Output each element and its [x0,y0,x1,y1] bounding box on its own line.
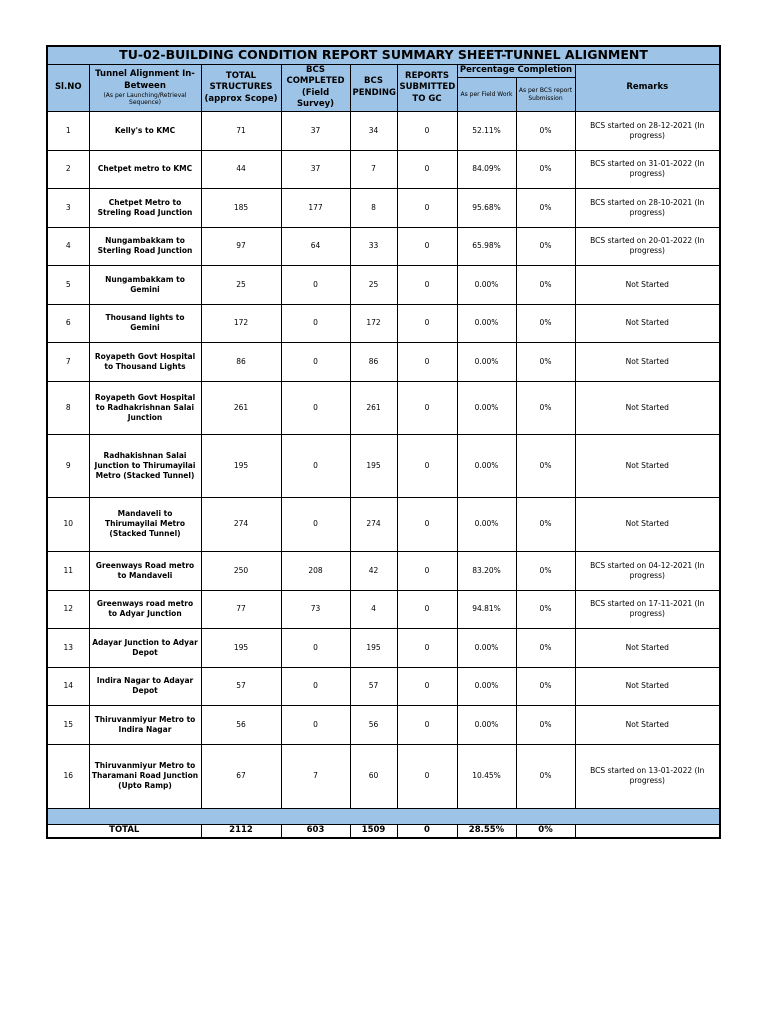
cell-remarks: Not Started [575,304,720,342]
total-row [47,824,720,838]
cell-field-pct: 0.00% [457,705,516,744]
cell-field-pct: 0.00% [457,434,516,497]
cell-total: 57 [201,667,281,705]
cell-pending: 4 [350,590,397,628]
cell-remarks: Not Started [575,667,720,705]
cell-total: 71 [201,111,281,150]
cell-completed: 0 [281,628,350,667]
cell-completed: 0 [281,265,350,304]
header-as-per-bcs-report: As per BCS report Submission [516,78,575,111]
cell-alignment: Thiruvanmiyur Metro to Tharamani Road Junction (Upto Ramp) [89,744,201,808]
table-row [47,227,720,265]
cell-total: 172 [201,304,281,342]
cell-alignment: Royapeth Govt Hospital to Thousand Lights [89,342,201,381]
cell-sl-no: 2 [47,150,89,188]
cell-reports: 0 [397,265,457,304]
header-bcs-pending: BCS PENDING [350,65,397,112]
cell-sl-no: 13 [47,628,89,667]
cell-sl-no: 7 [47,342,89,381]
cell-report-pct: 0% [516,304,575,342]
cell-sl-no: 10 [47,497,89,551]
header-sl-no: Sl.NO [47,65,89,112]
cell-completed: 0 [281,304,350,342]
header-bcs-completed: BCS COMPLETED (Field Survey) [281,65,350,112]
spacer-row [47,808,720,824]
cell-pending: 57 [350,667,397,705]
cell-field-pct: 0.00% [457,265,516,304]
cell-total: 195 [201,628,281,667]
cell-pending: 195 [350,434,397,497]
cell-alignment: Radhakishnan Salai Junction to Thirumayilai Metro (Stacked Tunnel) [89,434,201,497]
cell-reports: 0 [397,744,457,808]
cell-completed: 37 [281,111,350,150]
report-title: TU-02-BUILDING CONDITION REPORT SUMMARY SHEET-TUNNEL ALIGNMENT [47,46,720,65]
cell-field-pct: 0.00% [457,667,516,705]
cell-completed: 0 [281,381,350,434]
cell-report-pct: 0% [516,111,575,150]
cell-alignment: Thiruvanmiyur Metro to Indira Nagar [89,705,201,744]
cell-alignment: Chetpet metro to KMC [89,150,201,188]
header-alignment-sub: (As per Launching/Retrieval Sequence) [103,92,187,107]
cell-pending: 34 [350,111,397,150]
cell-remarks: Not Started [575,381,720,434]
cell-report-pct: 0% [516,628,575,667]
table-row [47,744,720,808]
cell-total: 185 [201,188,281,227]
cell-sl-no: 15 [47,705,89,744]
cell-completed: 0 [281,342,350,381]
cell-total: 67 [201,744,281,808]
cell-sl-no: 5 [47,265,89,304]
cell-report-pct: 0% [516,497,575,551]
table-row [47,111,720,150]
cell-total: 195 [201,434,281,497]
cell-reports: 0 [397,705,457,744]
table-row [47,304,720,342]
total-reports: 0 [397,824,457,838]
cell-pending: 56 [350,705,397,744]
header-percentage-completion: Percentage Completion [457,65,575,78]
table-row [47,265,720,304]
table-row [47,434,720,497]
cell-alignment: Royapeth Govt Hospital to Radhakrishnan Salai Junction [89,381,201,434]
total-structures: 2112 [201,824,281,838]
cell-sl-no: 4 [47,227,89,265]
cell-pending: 42 [350,551,397,590]
cell-total: 261 [201,381,281,434]
cell-remarks: BCS started on 20-01-2022 (In progress) [575,227,720,265]
cell-field-pct: 0.00% [457,304,516,342]
cell-pending: 195 [350,628,397,667]
cell-alignment: Mandaveli to Thirumayilai Metro (Stacked Tunnel) [89,497,201,551]
cell-report-pct: 0% [516,381,575,434]
cell-completed: 177 [281,188,350,227]
cell-report-pct: 0% [516,590,575,628]
cell-remarks: Not Started [575,705,720,744]
header-reports-submitted: REPORTS SUBMITTED TO GC [397,65,457,112]
cell-pending: 261 [350,381,397,434]
cell-field-pct: 94.81% [457,590,516,628]
cell-remarks: BCS started on 13-01-2022 (In progress) [575,744,720,808]
cell-pending: 60 [350,744,397,808]
cell-pending: 274 [350,497,397,551]
cell-completed: 0 [281,434,350,497]
cell-sl-no: 6 [47,304,89,342]
total-report-pct: 0% [516,824,575,838]
cell-reports: 0 [397,227,457,265]
cell-pending: 86 [350,342,397,381]
cell-completed: 64 [281,227,350,265]
cell-report-pct: 0% [516,551,575,590]
cell-total: 25 [201,265,281,304]
table-row [47,381,720,434]
spacer-cell [47,808,720,824]
cell-field-pct: 0.00% [457,381,516,434]
cell-alignment: Nungambakkam to Sterling Road Junction [89,227,201,265]
cell-total: 77 [201,590,281,628]
total-completed: 603 [281,824,350,838]
cell-sl-no: 14 [47,667,89,705]
cell-reports: 0 [397,111,457,150]
table-row [47,497,720,551]
header-total-structures: TOTAL STRUCTURES (approx Scope) [201,65,281,112]
cell-completed: 0 [281,667,350,705]
cell-remarks: BCS started on 04-12-2021 (In progress) [575,551,720,590]
table-row [47,551,720,590]
cell-report-pct: 0% [516,667,575,705]
cell-total: 274 [201,497,281,551]
cell-report-pct: 0% [516,150,575,188]
cell-pending: 7 [350,150,397,188]
table-row [47,342,720,381]
cell-reports: 0 [397,342,457,381]
cell-field-pct: 10.45% [457,744,516,808]
cell-alignment: Nungambakkam to Gemini [89,265,201,304]
cell-remarks: BCS started on 31-01-2022 (In progress) [575,150,720,188]
cell-pending: 33 [350,227,397,265]
cell-reports: 0 [397,628,457,667]
cell-report-pct: 0% [516,188,575,227]
cell-sl-no: 12 [47,590,89,628]
cell-alignment: Chetpet Metro to Streling Road Junction [89,188,201,227]
cell-total: 56 [201,705,281,744]
cell-reports: 0 [397,497,457,551]
cell-sl-no: 11 [47,551,89,590]
header-alignment [89,65,201,112]
cell-field-pct: 65.98% [457,227,516,265]
header-as-per-field-work: As per Field Work [457,78,516,111]
cell-completed: 37 [281,150,350,188]
cell-field-pct: 52.11% [457,111,516,150]
cell-completed: 7 [281,744,350,808]
cell-field-pct: 0.00% [457,628,516,667]
table-row [47,150,720,188]
cell-remarks: BCS started on 28-10-2021 (In progress) [575,188,720,227]
cell-reports: 0 [397,188,457,227]
table-row [47,628,720,667]
table-row [47,667,720,705]
total-label: TOTAL [47,824,201,838]
table-row [47,590,720,628]
cell-report-pct: 0% [516,705,575,744]
cell-report-pct: 0% [516,227,575,265]
cell-sl-no: 16 [47,744,89,808]
cell-completed: 73 [281,590,350,628]
cell-sl-no: 3 [47,188,89,227]
cell-remarks: BCS started on 17-11-2021 (In progress) [575,590,720,628]
total-remarks [575,824,720,838]
cell-completed: 208 [281,551,350,590]
cell-reports: 0 [397,667,457,705]
cell-alignment: Adayar Junction to Adyar Depot [89,628,201,667]
cell-alignment: Thousand lights to Gemini [89,304,201,342]
cell-remarks: Not Started [575,342,720,381]
cell-sl-no: 8 [47,381,89,434]
table-row [47,705,720,744]
cell-field-pct: 95.68% [457,188,516,227]
cell-report-pct: 0% [516,744,575,808]
summary-table [46,45,721,839]
cell-alignment: Indira Nagar to Adayar Depot [89,667,201,705]
cell-report-pct: 0% [516,342,575,381]
cell-reports: 0 [397,551,457,590]
cell-report-pct: 0% [516,434,575,497]
cell-alignment: Greenways Road metro to Mandaveli [89,551,201,590]
cell-pending: 8 [350,188,397,227]
total-field-pct: 28.55% [457,824,516,838]
cell-pending: 25 [350,265,397,304]
cell-field-pct: 0.00% [457,497,516,551]
table-row [47,188,720,227]
cell-field-pct: 0.00% [457,342,516,381]
cell-total: 97 [201,227,281,265]
cell-pending: 172 [350,304,397,342]
header-alignment-label: Tunnel Alignment In-Between [95,69,195,91]
cell-completed: 0 [281,497,350,551]
cell-alignment: Kelly's to KMC [89,111,201,150]
cell-remarks: BCS started on 28-12-2021 (In progress) [575,111,720,150]
cell-remarks: Not Started [575,497,720,551]
table-body [47,111,720,808]
cell-total: 250 [201,551,281,590]
cell-reports: 0 [397,590,457,628]
cell-reports: 0 [397,150,457,188]
cell-alignment: Greenways road metro to Adyar Junction [89,590,201,628]
cell-remarks: Not Started [575,628,720,667]
cell-remarks: Not Started [575,265,720,304]
cell-reports: 0 [397,434,457,497]
cell-total: 44 [201,150,281,188]
cell-remarks: Not Started [575,434,720,497]
cell-sl-no: 9 [47,434,89,497]
cell-field-pct: 83.20% [457,551,516,590]
cell-completed: 0 [281,705,350,744]
cell-sl-no: 1 [47,111,89,150]
cell-total: 86 [201,342,281,381]
cell-report-pct: 0% [516,265,575,304]
total-pending: 1509 [350,824,397,838]
cell-field-pct: 84.09% [457,150,516,188]
header-remarks: Remarks [575,65,720,112]
cell-reports: 0 [397,381,457,434]
cell-reports: 0 [397,304,457,342]
